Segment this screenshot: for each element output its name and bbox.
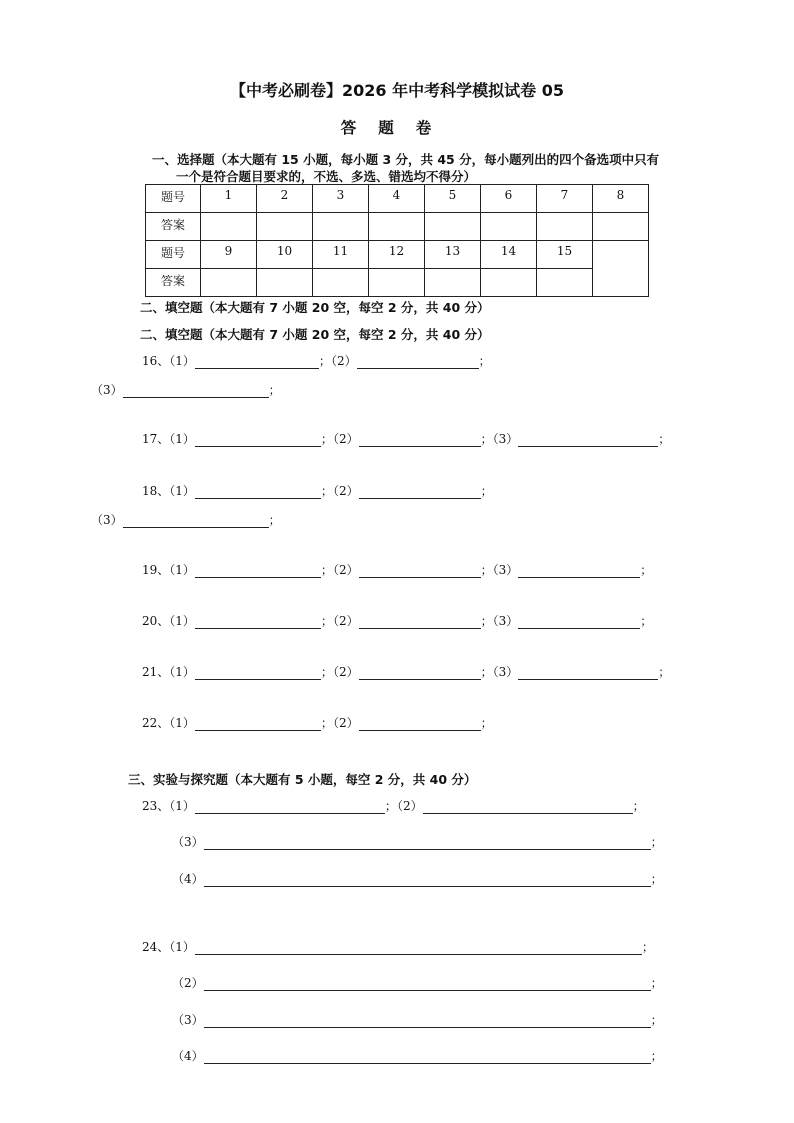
answer-blank[interactable] [195,614,321,629]
answer-blank[interactable] [357,354,479,369]
question-24-part2: （2） ； [172,976,663,990]
section1-heading-cont: 一个是符合题目要求的，不选、多选、错选均不得分） [176,169,477,184]
question-number-cell: 13 [425,241,481,269]
question-16: 16、（1） ；（2） ； [142,354,491,368]
section1-heading: 一、选择题（本大题有 15 小题，每小题 3 分，共 45 分，每小题列出的四个备选项中只有 [152,152,660,167]
question-label-cell: 题号 [146,241,201,269]
page-title: 【中考必刷卷】2026 年中考科学模拟试卷 05 [230,81,564,100]
answer-blank[interactable] [123,513,269,528]
answer-blank[interactable] [518,432,658,447]
question-19: 19、（1） ；（2） ；（3） ； [142,563,653,577]
question-number-cell: 10 [257,241,313,269]
question-24: 24、（1） ； [142,940,654,954]
question-23-part3: （3） ； [172,835,663,849]
answer-cell[interactable] [313,269,369,297]
answer-blank[interactable] [204,835,651,850]
answer-blank[interactable] [359,716,481,731]
answer-cell[interactable] [425,213,481,241]
answer-blank[interactable] [195,432,321,447]
answer-blank[interactable] [359,614,481,629]
answer-cell[interactable] [201,269,257,297]
question-18-part3: （3） ； [91,513,281,527]
answer-blank[interactable] [359,432,481,447]
question-number-cell: 7 [537,185,593,213]
answer-blank[interactable] [123,383,269,398]
question-number-cell: 2 [257,185,313,213]
question-number-cell: 9 [201,241,257,269]
section3-heading: 三、实验与探究题（本大题有 5 小题，每空 2 分，共 40 分） [128,772,477,787]
question-number-cell: 14 [481,241,537,269]
question-number-cell: 12 [369,241,425,269]
question-number-cell: 15 [537,241,593,269]
question-17: 17、（1） ；（2） ；（3） ； [142,432,671,446]
question-number-cell: 4 [369,185,425,213]
answer-blank[interactable] [204,1013,651,1028]
question-label-cell: 题号 [146,185,201,213]
answer-blank[interactable] [195,484,321,499]
answer-cell[interactable] [369,269,425,297]
answer-blank[interactable] [195,665,321,680]
answer-label-cell: 答案 [146,269,201,297]
answer-cell[interactable] [537,213,593,241]
answer-label-cell: 答案 [146,213,201,241]
question-24-part4: （4） ； [172,1049,663,1063]
answer-blank[interactable] [204,872,651,887]
answer-blank[interactable] [195,716,321,731]
question-number-cell: 1 [201,185,257,213]
answer-blank[interactable] [204,1049,651,1064]
question-number-cell: 11 [313,241,369,269]
answer-blank[interactable] [359,665,481,680]
answer-blank[interactable] [518,665,658,680]
answer-cell[interactable] [313,213,369,241]
answer-blank[interactable] [423,799,633,814]
question-23-part4: （4） ； [172,872,663,886]
question-18: 18、（1） ；（2） ； [142,484,493,498]
page-subtitle: 答题卷 [340,119,454,137]
answer-blank[interactable] [518,563,640,578]
table-row [146,213,649,241]
answer-grid [145,184,649,297]
question-23: 23、（1） ；（2） ； [142,799,645,813]
question-number-cell: 6 [481,185,537,213]
answer-blank[interactable] [195,354,319,369]
question-22: 22、（1） ；（2） ； [142,716,493,730]
question-number-cell: 5 [425,185,481,213]
answer-cell[interactable] [257,213,313,241]
question-20: 20、（1） ；（2） ；（3） ； [142,614,653,628]
table-row [146,241,649,269]
answer-blank[interactable] [359,563,481,578]
question-number-cell: 3 [313,185,369,213]
answer-blank[interactable] [195,799,385,814]
table-row [146,269,649,297]
answer-cell[interactable] [201,213,257,241]
answer-cell[interactable] [257,269,313,297]
answer-cell[interactable] [593,213,649,241]
question-21: 21、（1） ；（2） ；（3） ； [142,665,671,679]
answer-cell[interactable] [425,269,481,297]
section2-heading-repeat: 二、填空题（本大题有 7 小题 20 空，每空 2 分，共 40 分） [140,327,490,342]
empty-cell [593,241,649,297]
table-row [146,185,649,213]
question-number-cell: 8 [593,185,649,213]
answer-blank[interactable] [204,976,651,991]
answer-blank[interactable] [195,940,642,955]
answer-cell[interactable] [537,269,593,297]
answer-blank[interactable] [195,563,321,578]
answer-blank[interactable] [359,484,481,499]
answer-cell[interactable] [481,269,537,297]
question-24-part3: （3） ； [172,1013,663,1027]
answer-blank[interactable] [518,614,640,629]
answer-cell[interactable] [481,213,537,241]
question-16-part3: （3） ； [91,383,281,397]
section2-heading: 二、填空题（本大题有 7 小题 20 空，每空 2 分，共 40 分） [140,300,490,315]
answer-cell[interactable] [369,213,425,241]
